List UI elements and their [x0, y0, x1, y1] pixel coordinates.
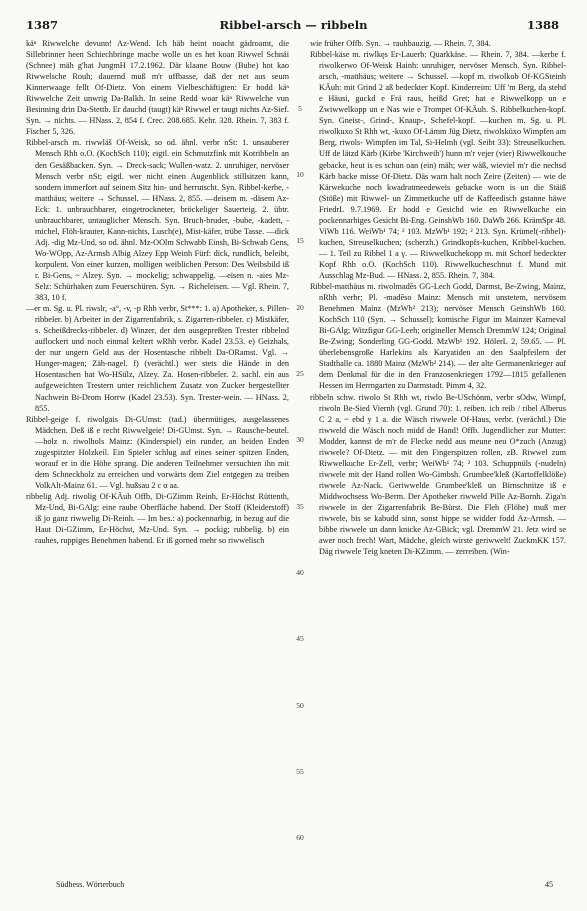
entry-ribbeler: —er m. Sg. u. Pl. riwslr, -a°, -v, -p Rhh verbr, St***: 1. a) Apotheker, s. Pillen-ribbeler. b) Arbeiter in der Zigarrenfabrik, s. Zigarren-ribbeler. c) Mistkäfer, s. Scheißdrecks-ribbeler. d) Winzer, der den ausgepreßten Trester ribbelnd auflockert und noch einmal keltert wRhh verbr. Kadel 23.53. e) Geizhals, der nur ungern Geld aus der Hosentasche ribbelt Da-ORamst. Vgl. → Hunger-magen; Zäh-nagel. f) (verächtl.) wer stets die Hände in den Hosentaschen hat Wo-HSülz, Alzey. Za. Hosen-ribbeler. 2. sachl. ein aus aufgeweichten Trestern unter reichlichem Zusatz von Zucker hergestellter Nachwein Bi-Drom Horrw (Kadel 23.53). Syn. Trester-wein. — HNass. 2, 855.: [26, 304, 289, 413]
page-number-left: 1387: [26, 18, 59, 32]
line-number: 25: [296, 369, 304, 378]
line-number: 60: [296, 833, 304, 842]
page-number-right: 1388: [526, 18, 559, 32]
line-number: 55: [296, 767, 304, 776]
entry-ribbel-matthaeus: Ribbel-matthäus m. riwolmadēs GG-Lech Godd, Darmst, Be-Zwing, Mainz, nRhh verbr; Pl. -madēso Mainz: Mensch mit unstetem, nervösem Benehmen Mainz (MzWb² 213); nervöser Mensch GeinshWb 160. KochSch 110 (Syn. → Schussel); komische Figur im Mainzer Karneval Bi-GAlg; Witzfigur GG-Leeh; origineller Mensch DremmW 124; Original Be-Zwing; Sonderling GG-Godd. MzWb¹ 192. HölerL 2, 59.65. — Pl. überlebensgroße Harlekins als Karyatiden an den Saalpfeilern der Stadthalle ca. 1880 Mainz (MzWb² 214). — der alte Germanenkrieger auf dem Denkmal für die in den Franzosenkriegen 1792—1815 gefallenen Hessen im Herrngarten zu Darmstadt. Pimm 4, 32.: [310, 282, 566, 391]
left-column: [26, 38, 289, 873]
line-number: 15: [296, 236, 304, 245]
line-number: 40: [296, 568, 304, 577]
line-number: 10: [296, 170, 304, 179]
entry-ribbel-kaese: Ribbel-käse m. riwlkęs Er-Lauerb: Quarkkäse. — Rhein. 7, 384. —kerbe f. riwolkerwo Of-Weisk Hainh: unruhiger, nervöser Mensch. Syn. Ribbel-arsch, -matthäus; weitere → Schussel. —kopf m. riwolkob Of-KGSteinh KÄuh: mit Grind 2 aß bedeckter Kopf. Kinderreim: Uff 'm Berg, da stehd e Häusi, guckd e Frä raus, heißd Gret; hat e Riwwelkopp un e Zwiwwelkopp un e Nas wie e Trompet Of-KÄuh. S. Ribbelkuchen-kopf. Syn. Gneist-, Grind-, Knaup-, Schefel-kopf. —kuchen m. Sg. u. Pl. riwolkuxo St Rhh wt, -kuxo Of-Lämm Jüg Dietz, riwolsküxo Wimpfen am Berg, riwols- Wimpfen im Tal, Si-Helmh (vgl. Seibt 33): Streuselkuchen. Uff de lätzd Kärb (Kirbe 'Kirchweih') hunn m'r vejer (vier) Riwwelkouche gebacke, heut is es schun oan (ein) mäh; wer wäß, wieviel m'r die nechsd Kärb backe misse Of-Dietz. Däs warn halt noch Zeire (Zeiten) — wie de Kärwekuche noch kwadratmeedeweis gebacke worn is un die Stäiß (Stöße) mit Riwwel- un Zimmetkuche uff de Kaffeedisch gstanne häwe FriedrL 9.7.1969. Er hodd e Gesichd wie en Riwwelkuche ein pockennarbiges Gesicht Bi-Eng. GeinshWb 160. DaWb 266. KrämSpr 48. ViWb 116. WeiWb¹ 74; ² 103. MzWb¹ 192; ² 213. Syn. Krümel(-ribbel)-kuchen, Streuselkuchen; (scherzh.) Grindkopfs-kuchen, Kribbel-kuchen. — 1. Teil zu Ribbel 1 a γ. — Riwwelkuchekopp m. mit Schorf bedeckter Kopf Rhh o.O. (KochSch 110). Riwwelkucheschnut f. Mund mit Ausschlag Mz-Bud. — HNass. 2, 855. Rhein. 7, 384.: [310, 50, 566, 280]
line-number-gutter: [290, 38, 310, 873]
entry-continuation: wie früher Offb. Syn. → rauhbauzig. — Rhein. 7, 384.: [310, 39, 491, 48]
footer-publication: Südhess. Wörterbuch: [56, 880, 125, 889]
entry-ribbelig: ribbelig Adj. riwolig Of-KÄuh Offb, Di-GZimm Reinh, Er-Höchst Rüttenth, Mz-Und, Bi-GAlg: eine rauhe Oberfläche habend. Der Stoff (Kleiderstoff) iß jo ganz riwwelig Di-Reinh. — Im bes.: a) pockennarbig, in bezug auf die Haut Di-GZimm, Er-Höchst, Mz-Und. Syn. → pockig; rubbelig. b) ein rauhes, ruppiges Benehmen habend. Er iß gorned mehr so riwwelisch: [26, 491, 289, 546]
line-number: 45: [296, 634, 304, 643]
running-header-title: Ribbel-arsch — ribbeln: [219, 18, 368, 32]
line-number: 35: [296, 502, 304, 511]
entry-ribbeln: ribbeln schw. riwolo St Rhh wt, riwlo Be-USchönm, verbr sOdw, Wimpf, riwoln Be-Sied Viernh (vgl. Grund 70): 1. reiben. ich reib / ribel Alberus C 2 a, ~ ebd y 1 a. die Wäsch riwwele Of-Haus, verbr. (verächtl.) Die riwweld die Wäsch noch midd de Hand! Offb. Jugendlicher zur Mutter: Modder, kannst de m'r de Flecke nedd aus meune neu O*zuch (Anzug) riwwele? Of-Dietz. — mit den Fingerspitzen rollen, zB. Riwwel zum Riwwelkuche Er-Zell, verbr; WeiWb¹ 74; ² 103. Schuppnüls (-nudeln) riwwele mit der Hand rollen Wo-Gimbsh. Grumbee'kleß (Kartoffelklöße) riwwele Az-Nack. Geriwwelde Grumbee'kleß un Birnschnitze iß e Middwochsess Wo-Berm. Der Apotheker riwweld Pille Az-Bornh. Ziga'n riwwele in der Zigarrenfabrik Be-Bürst. Die Fleh (Flöhe) muß mer riwwele, bis se kabudd sinn, sonst hippe se widder fodd Az-Armsh. — bibbe riwwele un dann knicke Az-GBick; vgl. DremmW 21. Jetz wird se awer noch frech! Wart, Mädche, gleich wirste geriwwelt! ZuckmKK 157. Däg riwwele Teig kneten Di-KZimm. — zerreiben. (Win-: [310, 392, 566, 557]
entry-ribbel-arsch: Ribbel-arsch m. riwwläš Of-Weisk, so od. ähnl. verbr nSt: 1. unsauberer Mensch Rhh o.O. (KochSch 110); eigtl. ein Schmutzfink mit Kotribbeln an den Gesäßbacken. Syn. → Dreck-sack; Wullen-watz. 2. unruhiger, nervöser Mensch verbr nSt; eigtl. wer nicht einen Augenblick stillsitzen kann, sondern immerfort auf seinem Sitz hin- und herrutscht. Syn. Ribbel-kerbe, -matthäus; weitere → Schussel. — HNass. 2, 855. —deisem m. -däsem Az-Eck: 1. unbrauchbarer, eingetrockneter, bröckeliger Sauerteig. 2. übtr. unbrauchbarer, untauglicher Mensch. Syn. Bruch-bruder, -bube, -kadett, -michel, Flöh-krauter, Kann-nichts, Lusch(e), Mist-käfer, trübe Tasse. —dick Adj. -dig Mz-Und, so od. ähnl. Mz-OOlm Schwabb Einsh, Bi-Schwab Gens, Wo-WOpp, Az-Armsh Albig Alzey Epp Weinh Fürf: dick, rundlich, beleibt, korpulent. Von einer kurzen, molligen weiblichen Person: Des Weibsbild iß r. Bi-Gens, ~ Alzey. Syn. → mockelig; schwappelig. —eisen n. -aies Mz-Selz: Schürhaken zum Feuerschüren. Syn. → Richeleisen. — Vgl. Rhein. 7, 383, 10 f.: [26, 138, 289, 303]
entry-continuation: käⁿ Riwwelche devunn! Az-Wend. Ich häb heint noacht gädroamt, die Sillebrinner heen Schiechbringe mache wolle un es het koan Riwwel Schnái (Schnee) mäh g'hat JungmH 17.2.1962. Där klaane Bouw (Bube) hot kao Riwwelsche Rouh; dauernd muß m'r uffbasse, daß der net aus seum Kinnerwaage fellt Of-Dietz. Von einem Vielbeschäftigten: Er hodd käⁿ Riwwelche Zeit unwrig Da-Balkh. In seine Redd woar käⁿ Riwwelche vun Besinning drin Da-Stettb. Er dauchd (taugt) käⁿ Riwwel er taugt nichts Az-Sief. Syn. → nichts. — HNass. 2, 854 f. Crec. 208.685. Kehr. 328. Rhein. 7, 383 f. Fischer 5, 326.: [26, 39, 289, 137]
line-number: 50: [296, 701, 304, 710]
entry-ribbel-geige: Ribbel-geige f. riwolgais Di-GUmst: (tad.) übermütiges, ausgelassenes Mädchen. Deß iß e recht Riwwelgeie! Di-GUmst. Syn. → Rausche-beutel. —holz n. riwolhols Mainz: (Kinderspiel) ein runder, an beiden Enden zugespitzter Holzkeil. Ein Spieler schlug auf eines seiner spitzen Enden, worauf er in die Höhe sprang. Die anderen Teilnehmer versuchten ihn mit dem Schneckholz zu erreichen und vorwärts dem Ziel entgegen zu treiben VolkAlt-Mainz 61. — Vgl. hußsau 2 c α aa.: [26, 414, 289, 490]
line-number: 30: [296, 435, 304, 444]
right-column: [310, 38, 566, 873]
line-number: 5: [298, 104, 302, 113]
line-number: 20: [296, 303, 304, 312]
footer-signature-number: 45: [545, 880, 553, 889]
